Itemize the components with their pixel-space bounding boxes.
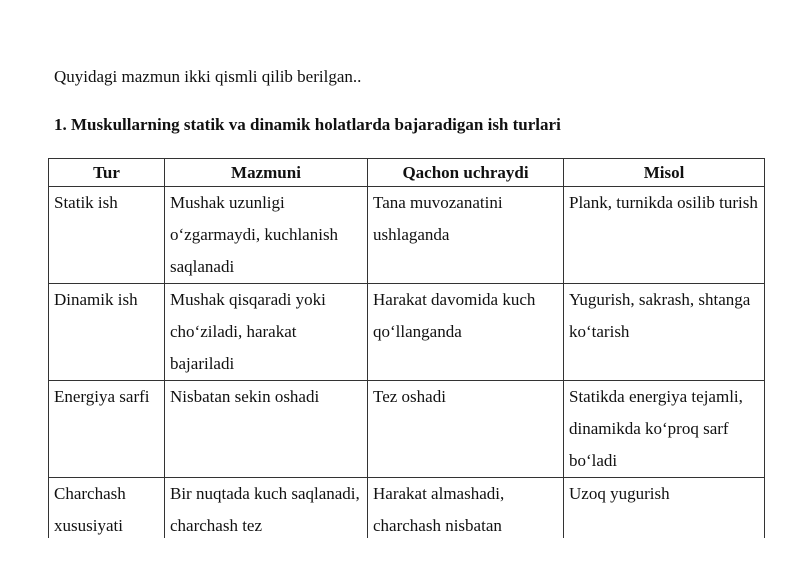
table-cell: Tana muvozanatini ushlaganda <box>368 187 564 284</box>
header-tur: Tur <box>49 159 165 187</box>
table-cell: Dinamik ish <box>49 284 165 381</box>
table-cell: Uzoq yugurish <box>564 478 765 539</box>
intro-text: Quyidagi mazmun ikki qismli qilib berilgan.. <box>54 67 362 86</box>
table-row <box>49 381 765 478</box>
table-row <box>49 187 765 284</box>
table-header-row <box>49 159 765 187</box>
table-cell: Statik ish <box>49 187 165 284</box>
table-cell: Harakat almashadi, charchash nisbatan <box>368 478 564 539</box>
table-cell: Energiya sarfi <box>49 381 165 478</box>
table-row <box>49 478 765 539</box>
header-qachon-uchraydi: Qachon uchraydi <box>368 159 564 187</box>
table-container <box>48 158 766 538</box>
table-cell: Charchash xususiyati <box>49 478 165 539</box>
table-row <box>49 284 765 381</box>
table-cell: Harakat davomida kuch qo‘llanganda <box>368 284 564 381</box>
table-cell: Mushak qisqaradi yoki cho‘ziladi, harakat bajariladi <box>165 284 368 381</box>
section-heading: 1. Muskullarning statik va dinamik holatlarda bajaradigan ish turlari <box>54 115 561 134</box>
header-misol: Misol <box>564 159 765 187</box>
table-cell: Tez oshadi <box>368 381 564 478</box>
header-mazmuni: Mazmuni <box>165 159 368 187</box>
table-cell: Statikda energiya tejamli, dinamikda ko‘proq sarf bo‘ladi <box>564 381 765 478</box>
table-cell: Nisbatan sekin oshadi <box>165 381 368 478</box>
work-types-table <box>48 158 765 538</box>
table-cell: Yugurish, sakrash, shtanga ko‘tarish <box>564 284 765 381</box>
table-cell: Bir nuqtada kuch saqlanadi, charchash tez <box>165 478 368 539</box>
table-cell: Mushak uzunligi o‘zgarmaydi, kuchlanish saqlanadi <box>165 187 368 284</box>
table-cell: Plank, turnikda osilib turish <box>564 187 765 284</box>
